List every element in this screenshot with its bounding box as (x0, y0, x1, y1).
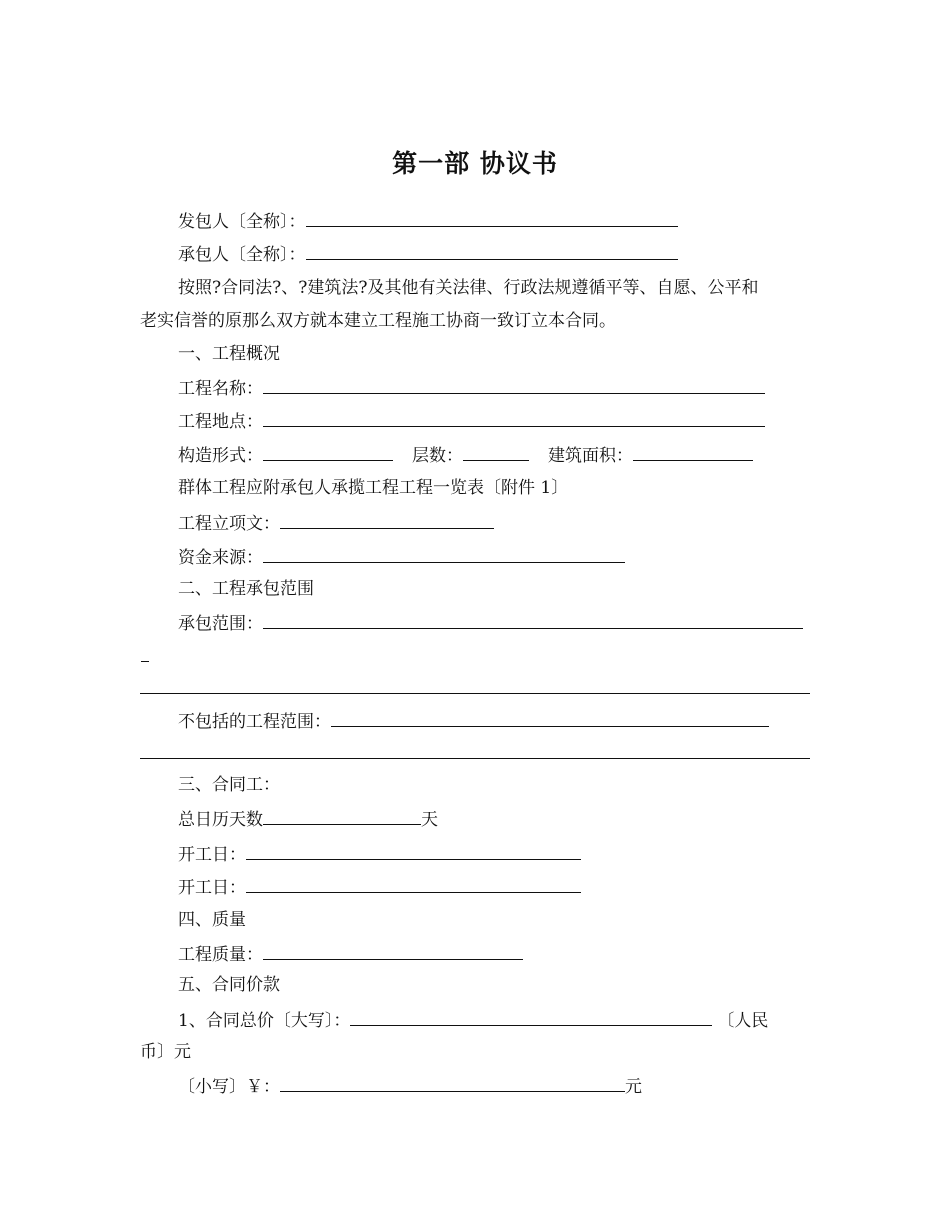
section4-heading: 四、质量 (178, 910, 246, 930)
section3-heading: 三、合同工： (178, 775, 280, 795)
project-location-label: 工程地点： (178, 412, 263, 432)
price-upper-row (178, 1007, 768, 1033)
start-date-field[interactable] (246, 841, 581, 860)
second-date-label: 开工日： (178, 878, 246, 898)
contractor-field[interactable] (306, 241, 678, 260)
employer-row (178, 208, 678, 234)
price-upper-suffix: 〔人民 (717, 1011, 769, 1031)
scope-extra-line[interactable] (140, 693, 810, 694)
price-lower-unit: 元 (625, 1077, 642, 1097)
total-days-field[interactable] (263, 806, 421, 825)
contractor-label: 承包人〔全称〕： (178, 245, 306, 265)
scope-row (178, 610, 803, 636)
funding-field[interactable] (263, 544, 625, 563)
price-upper-continuation: 币〕元 (140, 1042, 191, 1062)
structure-row (178, 442, 753, 468)
quality-field[interactable] (263, 941, 523, 960)
area-field[interactable] (633, 442, 753, 461)
employer-field[interactable] (306, 208, 678, 227)
second-date-field[interactable] (246, 874, 581, 893)
approval-row (178, 510, 494, 536)
section5-heading: 五、合同价款 (178, 975, 280, 995)
scope-label: 承包范围： (178, 614, 263, 634)
total-days-unit: 天 (421, 810, 438, 830)
funding-row (178, 544, 625, 570)
structure-label: 构造形式： (178, 446, 263, 466)
scope-field[interactable] (263, 610, 803, 629)
approval-field[interactable] (280, 510, 494, 529)
total-days-label: 总日历天数 (178, 810, 263, 830)
start-date-label: 开工日： (178, 845, 246, 865)
price-lower-row (178, 1073, 642, 1099)
intro-line-2: 老实信誉的原那么双方就本建立工程施工协商一致订立本合同。 (140, 311, 616, 331)
price-lower-field[interactable] (280, 1073, 625, 1092)
project-location-field[interactable] (263, 408, 765, 427)
contractor-row (178, 241, 678, 267)
exclusion-row (178, 708, 769, 734)
project-name-label: 工程名称： (178, 379, 263, 399)
area-label: 建筑面积： (548, 446, 633, 466)
project-location-row (178, 408, 765, 434)
floors-field[interactable] (463, 442, 529, 461)
quality-row (178, 941, 523, 967)
intro-line-1: 按照?合同法?、?建筑法?及其他有关法律、行政法规遵循平等、自愿、公平和 (178, 278, 759, 298)
total-days-row (178, 806, 438, 832)
second-date-row (178, 874, 581, 900)
section2-heading: 二、工程承包范围 (178, 579, 314, 599)
scope-continuation-mark (141, 661, 149, 662)
structure-field[interactable] (263, 442, 393, 461)
document-title: 第一部 协议书 (392, 149, 558, 178)
approval-label: 工程立项文： (178, 514, 280, 534)
start-date-row (178, 841, 581, 867)
project-name-row (178, 375, 765, 401)
exclusion-field[interactable] (331, 708, 769, 727)
exclusion-label: 不包括的工程范围： (178, 712, 331, 732)
section1-heading: 一、工程概况 (178, 344, 280, 364)
floors-label: 层数： (412, 446, 463, 466)
price-upper-field[interactable] (350, 1007, 712, 1026)
price-upper-label: 1、合同总价〔大写〕： (178, 1011, 351, 1031)
price-lower-label: 〔小写〕￥： (178, 1077, 280, 1097)
exclusion-extra-line[interactable] (140, 758, 810, 759)
project-name-field[interactable] (263, 375, 765, 394)
funding-label: 资金来源： (178, 548, 263, 568)
quality-label: 工程质量： (178, 945, 263, 965)
employer-label: 发包人〔全称〕： (178, 212, 306, 232)
group-project-note: 群体工程应附承包人承揽工程工程一览表〔附件 1〕 (178, 478, 569, 498)
